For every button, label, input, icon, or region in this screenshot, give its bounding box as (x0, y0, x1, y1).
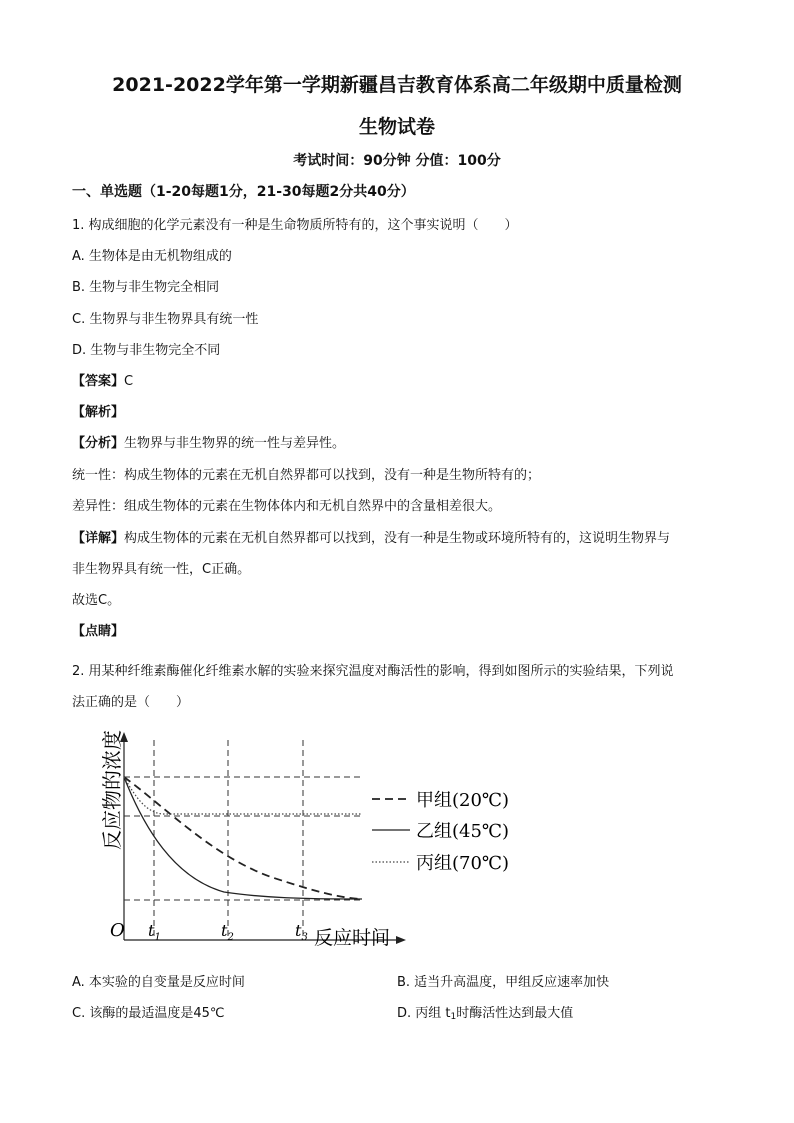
fenxi-text: 生物界与非生物界的统一性与差异性。 (124, 436, 346, 451)
section-heading: 一、单选题（1-20每题1分，21-30每题2分共40分） (72, 184, 415, 200)
q1-detail-2: 非生物界具有统一性，C正确。 (72, 562, 251, 577)
q1-conclusion: 故选C。 (72, 593, 121, 608)
x-axis-arrow (396, 936, 406, 944)
q2-option-d-post: 时酶活性达到最大值 (456, 1006, 574, 1021)
q2-option-d-sub: 1 (450, 1012, 457, 1022)
detail-text-1: 构成生物体的元素在无机自然界都可以找到，没有一种是生物或环境所特有的，这说明生物界与 (124, 531, 671, 546)
legend-jia-label: 甲组(20℃) (416, 790, 510, 811)
q1-fenxi (72, 432, 345, 451)
q1-stem: 1. 构成细胞的化学元素没有一种是生命物质所特有的，这个事实说明（ ） (72, 218, 518, 233)
tick-t3: $t_3$ (295, 921, 308, 943)
exam-title: 2021-2022学年第一学期新疆昌吉教育体系高二年级期中质量检测 (112, 74, 682, 96)
exam-subtitle: 生物试卷 (358, 116, 435, 138)
q2-option-a: A. 本实验的自变量是反应时间 (72, 975, 245, 990)
q2-option-b: B. 适当升高温度，甲组反应速率加快 (397, 975, 610, 990)
q1-detail (72, 527, 670, 546)
q1-option-a: A. 生物体是由无机物组成的 (72, 249, 232, 264)
answer-label: 【答案】 (72, 374, 125, 389)
q1-option-c: C. 生物界与非生物界具有统一性 (72, 312, 259, 327)
fenxi-label: 【分析】 (72, 436, 125, 451)
enzyme-chart (100, 728, 524, 960)
q1-option-d: D. 生物与非生物完全不同 (72, 343, 221, 358)
q2-option-d-pre: D. 丙组 t (397, 1006, 451, 1021)
q2-option-c: C. 该酶的最适温度是45℃ (72, 1006, 225, 1021)
q1-option-b: B. 生物与非生物完全相同 (72, 280, 220, 295)
tick-t1: $t_1$ (148, 921, 161, 943)
q2-option-d (397, 1002, 573, 1022)
series-yi-line (124, 777, 362, 899)
tick-t1-sub: 1 (154, 932, 161, 943)
analysis-label: 【解析】 (72, 405, 125, 420)
q1-difference: 差异性：组成生物体的元素在生物体体内和无机自然界中的含量相差很大。 (72, 499, 502, 514)
comment-label: 【点睛】 (72, 624, 125, 639)
x-axis-label: 反应时间 (314, 927, 391, 949)
q2-stem-2: 法正确的是（ ） (72, 695, 190, 710)
legend-bing-label: 丙组(70℃) (416, 853, 510, 874)
tick-t2: $t_2$ (221, 921, 234, 943)
series-jia-line (124, 777, 362, 899)
series-bing-line (124, 777, 362, 814)
exam-info: 考试时间：90分钟 分值：100分 (293, 153, 501, 169)
q1-unity: 统一性：构成生物体的元素在无机自然界都可以找到，没有一种是生物所特有的； (72, 468, 541, 483)
q1-answer (72, 370, 133, 389)
answer-value: C (124, 374, 134, 389)
origin-label: O (110, 920, 125, 941)
tick-t2-sub: 2 (227, 932, 234, 943)
detail-label: 【详解】 (72, 531, 125, 546)
y-axis-label: 反应物的浓度 (100, 730, 124, 850)
q2-stem-1: 2. 用某种纤维素酶催化纤维素水解的实验来探究温度对酶活性的影响，得到如图所示的实验结果，下列说 (72, 664, 674, 679)
tick-t3-sub: 3 (301, 932, 308, 943)
legend-yi-label: 乙组(45℃) (416, 821, 510, 842)
